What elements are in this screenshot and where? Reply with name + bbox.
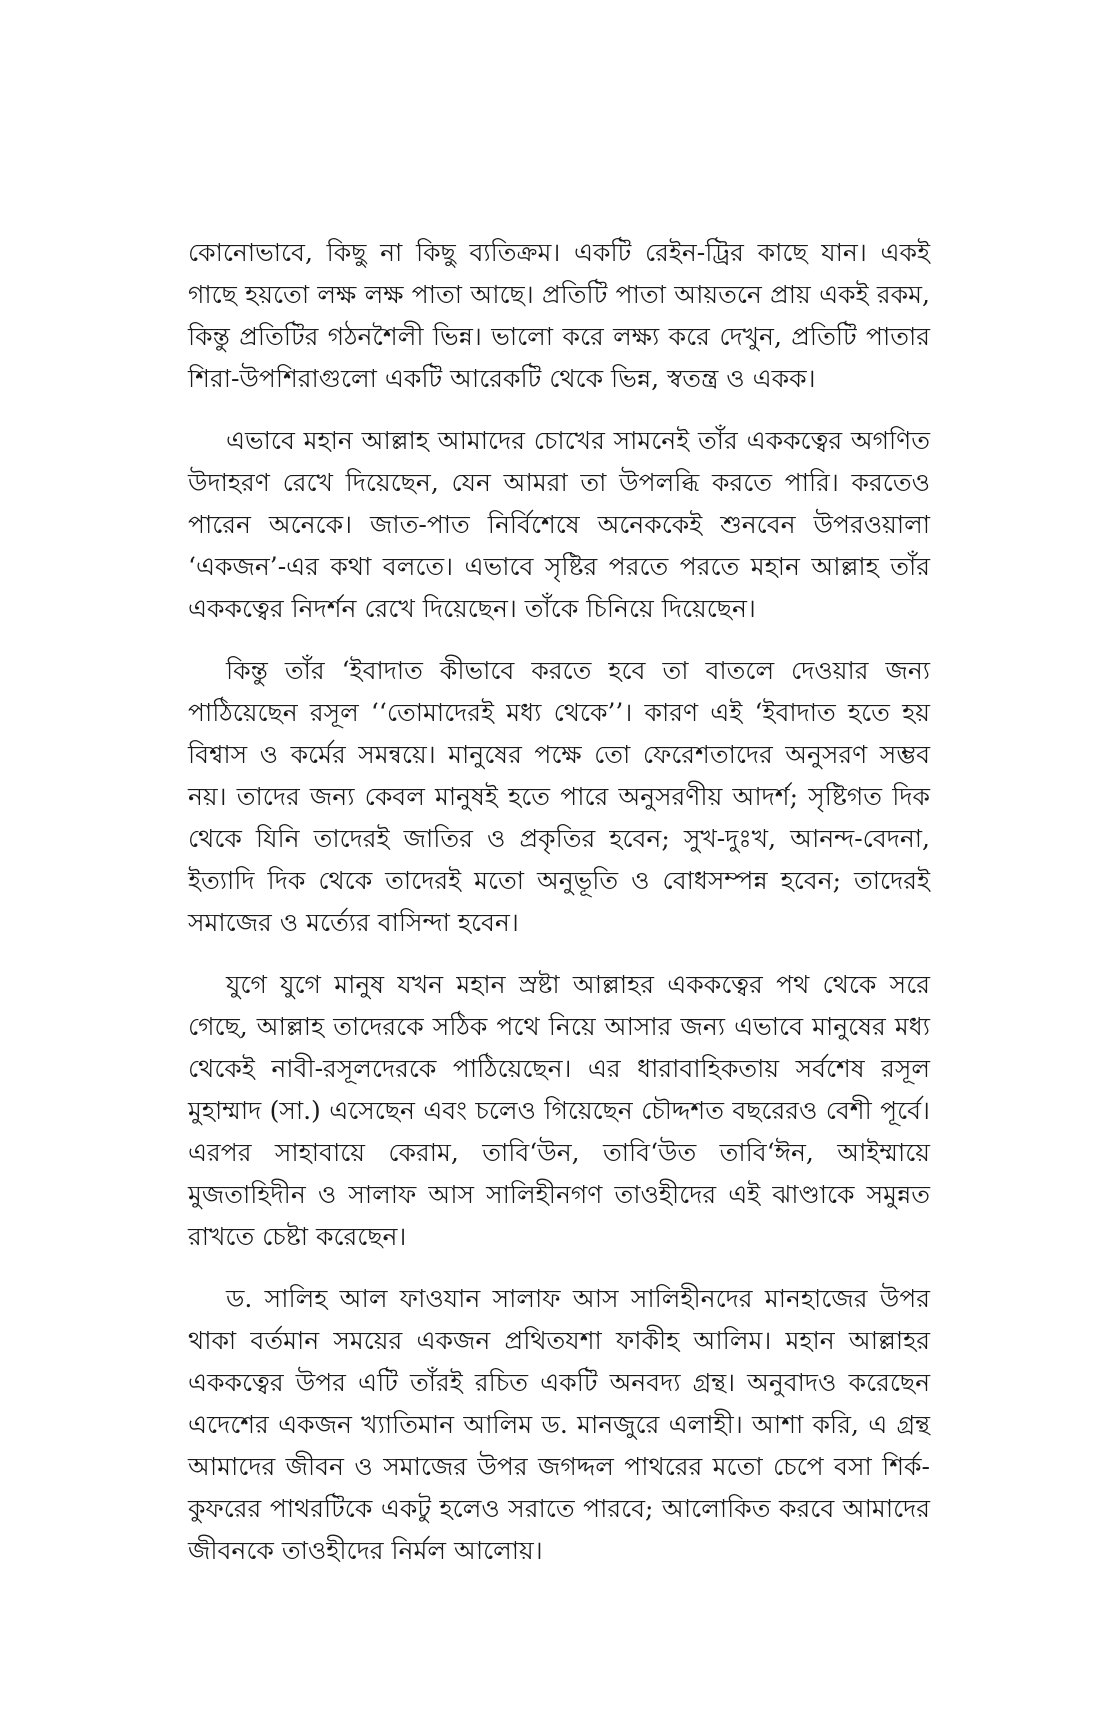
paragraph-1: কোনোভাবে, কিছু না কিছু ব্যতিক্রম। একটি রেইন-ট্রির কাছে যান। একই গাছে হয়তো লক্ষ লক্ষ পাতা আছে। প্রতিটি পাতা আয়তনে প্রায় একই রকম, কিন্তু প্রতিটির গঠনশৈলী ভিন্ন। ভালো করে লক্ষ্য করে দেখুন, প্রতিটি পাতার শিরা-উপশিরাগুলো একটি আরেকটি থেকে ভিন্ন, স্বতন্ত্র ও একক। (188, 238, 930, 393)
body-text (188, 232, 930, 1592)
paragraph-2: এভাবে মহান আল্লাহ আমাদের চোখের সামনেই তাঁর এককত্বের অগণিত উদাহরণ রেখে দিয়েছেন, যেন আমরা তা উপলব্ধি করতে পারি। করতেও পারেন অনেকে। জাত-পাত নির্বিশেষে অনেককেই শুনবেন উপরওয়ালা ‘একজন’-এর কথা বলতে। এভাবে সৃষ্টির পরতে পরতে মহান আল্লাহ তাঁর এককত্বের নিদর্শন রেখে দিয়েছেন। তাঁকে চিনিয়ে দিয়েছেন। (188, 426, 930, 623)
paragraph-4: যুগে যুগে মানুষ যখন মহান স্রষ্টা আল্লাহর এককত্বের পথ থেকে সরে গেছে, আল্লাহ তাদেরকে সঠিক পথে নিয়ে আসার জন্য এভাবে মানুষের মধ্য থেকেই নাবী-রসূলদেরকে পাঠিয়েছেন। এর ধারাবাহিকতায় সর্বশেষ রসূল মুহাম্মাদ (সা.) এসেছেন এবং চলেও গিয়েছেন চৌদ্দশত বছরেরও বেশী পূর্বে। এরপর সাহাবায়ে কেরাম, তাবি‘উন, তাবি‘উত তাবি‘ঈন, আইম্মায়ে মুজতাহিদীন ও সালাফ আস সালিহীনগণ তাওহীদের এই ঝাণ্ডাকে সমুন্নত রাখতে চেষ্টা করেছেন। (188, 970, 930, 1251)
paragraph-3: কিন্তু তাঁর ‘ইবাদাত কীভাবে করতে হবে তা বাতলে দেওয়ার জন্য পাঠিয়েছেন রসূল ‘‘তোমাদেরই মধ্য থেকে’’। কারণ এই ‘ইবাদাত হতে হয় বিশ্বাস ও কর্মের সমন্বয়ে। মানুষের পক্ষে তো ফেরেশতাদের অনুসরণ সম্ভব নয়। তাদের জন্য কেবল মানুষই হতে পারে অনুসরণীয় আদর্শ; সৃষ্টিগত দিক থেকে যিনি তাদেরই জাতির ও প্রকৃতির হবেন; সুখ-দুঃখ, আনন্দ-বেদনা, ইত্যাদি দিক থেকে তাদেরই মতো অনুভূতি ও বোধসম্পন্ন হবেন; তাদেরই সমাজের ও মর্ত্যের বাসিন্দা হবেন। (188, 656, 930, 937)
paragraph-5: ড. সালিহ আল ফাওযান সালাফ আস সালিহীনদের মানহাজের উপর থাকা বর্তমান সময়ের একজন প্রথিতযশা ফাকীহ আলিম। মহান আল্লাহর এককত্বের উপর এটি তাঁরই রচিত একটি অনবদ্য গ্রন্থ। অনুবাদও করেছেন এদেশের একজন খ্যাতিমান আলিম ড. মানজুরে এলাহী। আশা করি, এ গ্রন্থ আমাদের জীবন ও সমাজের উপর জগদ্দল পাথরের মতো চেপে বসা শির্ক-কুফরের পাথরটিকে একটু হলেও সরাতে পারবে; আলোকিত করবে আমাদের জীবনকে তাওহীদের নির্মল আলোয়। (188, 1284, 930, 1565)
